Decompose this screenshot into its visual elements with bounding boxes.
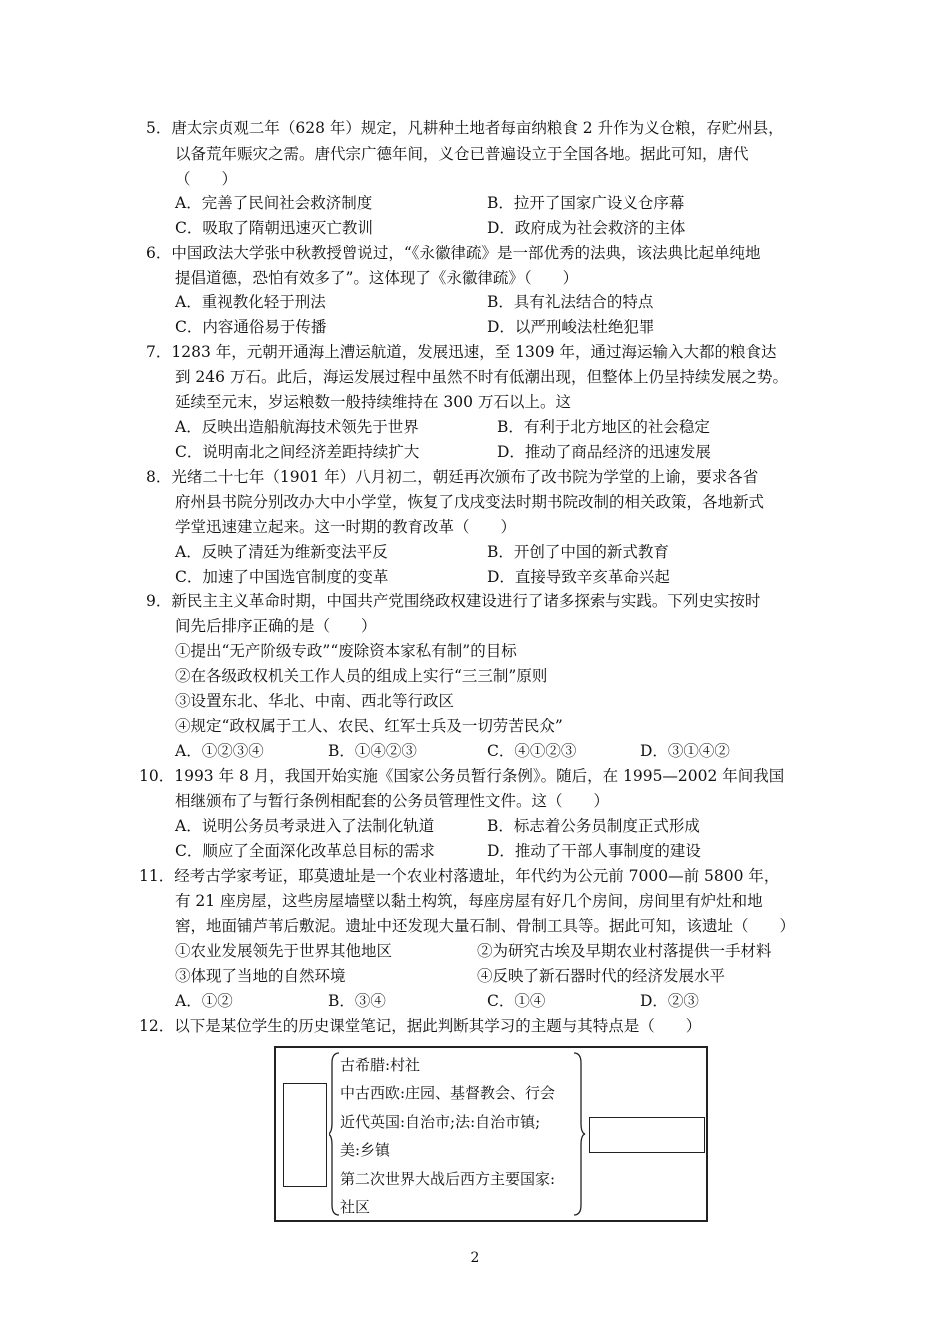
q9-item-4: ④规定“政权属于工人、农民、红军士兵及一切劳苦民众” bbox=[175, 717, 563, 735]
q6-stem-line2: 提倡道德，恐怕有效多了”。这体现了《永徽律疏》（ ） bbox=[175, 269, 579, 287]
page-number: 2 bbox=[470, 1250, 480, 1266]
note-line-3: 近代英国:自治市;法:自治市镇; bbox=[340, 1113, 541, 1131]
q5-stem-line1: 5．唐太宗贞观二年（628 年）规定，凡耕种土地者每亩纳粮食 2 升作为义仓粮，存贮州县， bbox=[146, 119, 784, 137]
q11-option-d: D．②③ bbox=[640, 992, 699, 1010]
q6-option-d: D．以严刑峻法杜绝犯罪 bbox=[487, 318, 655, 336]
q10-option-a: A．说明公务员考录进入了法制化轨道 bbox=[175, 817, 435, 835]
q10-option-c: C．顺应了全面深化改革总目标的需求 bbox=[175, 842, 435, 860]
q5-stem-line2: 以备荒年赈灾之需。唐代宗广德年间，义仓已普遍设立于全国各地。据此可知，唐代 bbox=[175, 145, 749, 163]
q7-option-d: D．推动了商品经济的迅速发展 bbox=[497, 443, 711, 461]
q11-item-4: ④反映了新石器时代的经济发展水平 bbox=[477, 967, 726, 985]
q11-stem-line1: 11．经考古学家考证，耶莫遗址是一个农业村落遗址，年代约为公元前 7000—前 5800 年， bbox=[139, 867, 780, 885]
note-line-4: 美:乡镇 bbox=[340, 1141, 391, 1159]
q11-option-b: B．③④ bbox=[328, 992, 386, 1010]
q9-stem-line2: 间先后排序正确的是（ ） bbox=[175, 617, 377, 635]
q7-stem-line1: 7．1283 年，元朝开通海上漕运航道，发展迅速，至 1309 年，通过海运输入大都的粮食达 bbox=[146, 343, 777, 361]
q8-stem-line1: 8．光绪二十七年（1901 年）八月初二，朝廷再次颁布了改书院为学堂的上谕，要求各省 bbox=[146, 468, 759, 486]
q11-option-a: A．①② bbox=[175, 992, 233, 1010]
q8-option-d: D．直接导致辛亥革命兴起 bbox=[487, 568, 670, 586]
feature-blank-box bbox=[589, 1117, 705, 1153]
q6-option-a: A．重视教化轻于刑法 bbox=[175, 293, 326, 311]
q11-item-3: ③体现了当地的自然环境 bbox=[175, 967, 346, 985]
q8-stem-line2: 府州县书院分别改办大中小学堂，恢复了戊戌变法时期书院改制的相关政策，各地新式 bbox=[175, 493, 765, 511]
q10-stem-line1: 10．1993 年 8 月，我国开始实施《国家公务员暂行条例》。随后，在 1995—2002 年间我国 bbox=[139, 767, 785, 785]
q5-option-d: D．政府成为社会救济的主体 bbox=[487, 219, 686, 237]
q12-stem-line1: 12．以下是某位学生的历史课堂笔记，据此判断其学习的主题与其特点是（ ） bbox=[139, 1017, 702, 1035]
q9-item-2: ②在各级政权机关工作人员的组成上实行“三三制”原则 bbox=[175, 667, 548, 685]
theme-blank-box bbox=[283, 1083, 327, 1187]
q8-option-c: C．加速了中国选官制度的变革 bbox=[175, 568, 389, 586]
q10-option-d: D．推动了干部人事制度的建设 bbox=[487, 842, 701, 860]
q11-item-1: ①农业发展领先于世界其他地区 bbox=[175, 942, 393, 960]
q5-option-c: C．吸取了隋朝迅速灭亡教训 bbox=[175, 219, 373, 237]
q8-stem-line3: 学堂迅速建立起来。这一时期的教育改革（ ） bbox=[175, 518, 517, 536]
q6-stem-line1: 6．中国政法大学张中秋教授曾说过，“《永徽律疏》是一部优秀的法典，该法典比起单纯地 bbox=[146, 244, 761, 262]
q9-item-1: ①提出“无产阶级专政”“废除资本家私有制”的目标 bbox=[175, 642, 517, 660]
left-brace bbox=[329, 1051, 341, 1217]
note-line-5: 第二次世界大战后西方主要国家: bbox=[340, 1170, 556, 1188]
q7-stem-line3: 延续至元末，岁运粮数一般持续维持在 300 万石以上。这 bbox=[175, 393, 571, 411]
q10-stem-line2: 相继颁布了与暂行条例相配套的公务员管理性文件。这（ ） bbox=[175, 792, 610, 810]
note-line-6: 社区 bbox=[340, 1198, 371, 1216]
q8-option-b: B．开创了中国的新式教育 bbox=[487, 543, 669, 561]
q11-stem-line2: 有 21 座房屋，这些房屋墙壁以黏土构筑，每座房屋有好几个房间，房间里有炉灶和地 bbox=[175, 892, 763, 910]
q6-option-b: B．具有礼法结合的特点 bbox=[487, 293, 654, 311]
q7-option-b: B．有利于北方地区的社会稳定 bbox=[497, 418, 710, 436]
q9-stem-line1: 9．新民主主义革命时期，中国共产党围绕政权建设进行了诸多探索与实践。下列史实按时 bbox=[146, 592, 761, 610]
q10-option-b: B．标志着公务员制度正式形成 bbox=[487, 817, 700, 835]
q9-option-a: A．①②③④ bbox=[175, 742, 264, 760]
q8-option-a: A．反映了清廷为维新变法平反 bbox=[175, 543, 388, 561]
q9-item-3: ③设置东北、华北、中南、西北等行政区 bbox=[175, 692, 455, 710]
right-brace bbox=[572, 1051, 586, 1217]
q11-option-c: C．①④ bbox=[487, 992, 546, 1010]
q11-stem-line3: 窖，地面铺芦苇后敷泥。遗址中还发现大量石制、骨制工具等。据此可知，该遗址（ ） bbox=[175, 917, 796, 935]
q5-stem-line3: （ ） bbox=[175, 170, 238, 188]
q9-option-c: C．④①②③ bbox=[487, 742, 577, 760]
note-line-1: 古希腊:村社 bbox=[340, 1056, 421, 1074]
note-line-2: 中古西欧:庄园、基督教会、行会 bbox=[340, 1084, 556, 1102]
q7-option-a: A．反映出造船航海技术领先于世界 bbox=[175, 418, 419, 436]
q5-option-a: A．完善了民间社会救济制度 bbox=[175, 194, 373, 212]
q6-option-c: C．内容通俗易于传播 bbox=[175, 318, 327, 336]
q5-option-b: B．拉开了国家广设义仓序幕 bbox=[487, 194, 685, 212]
q11-item-2: ②为研究古埃及早期农业村落提供一手材料 bbox=[477, 942, 772, 960]
q7-stem-line2: 到 246 万石。此后，海运发展过程中虽然不时有低潮出现，但整体上仍呈持续发展之势。 bbox=[175, 368, 788, 386]
q9-option-b: B．①④②③ bbox=[328, 742, 417, 760]
q7-option-c: C．说明南北之间经济差距持续扩大 bbox=[175, 443, 420, 461]
q9-option-d: D．③①④② bbox=[640, 742, 730, 760]
